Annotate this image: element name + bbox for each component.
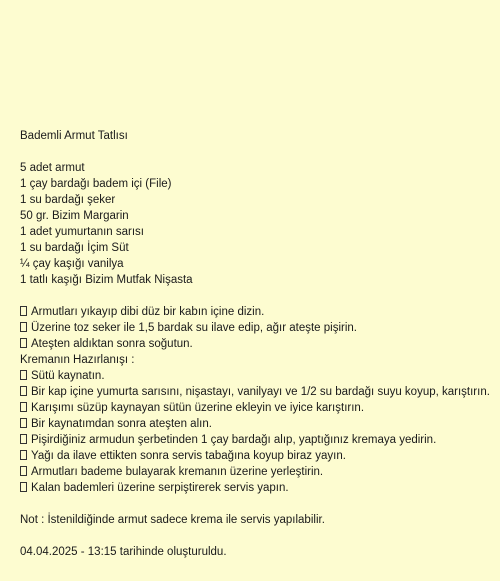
- bullet-icon: [20, 322, 27, 332]
- step-text: Üzerine toz seker ile 1,5 bardak su ilave edip, ağır ateşte pişirin.: [31, 322, 357, 334]
- bullet-icon: [20, 386, 27, 396]
- bullet-icon: [20, 434, 27, 444]
- step-item: [20, 464, 490, 480]
- step-text: Bir kap içine yumurta sarısını, nişastayı, vanilyayı ve 1/2 su bardağı suyu koyup, karıştırın.: [31, 386, 490, 398]
- step-item: [20, 336, 490, 352]
- step-text: Karışımı süzüp kaynayan sütün üzerine ekleyin ve iyice karıştırın.: [31, 402, 365, 414]
- step-text: Kalan bademleri üzerine serpiştirerek servis yapın.: [31, 482, 289, 494]
- step-item: [20, 368, 490, 384]
- bullet-icon: [20, 466, 27, 476]
- bullet-icon: [20, 370, 27, 380]
- ingredient-item: ¼ çay kaşığı vanilya: [20, 258, 124, 270]
- step-item: [20, 448, 490, 464]
- bullet-icon: [20, 482, 27, 492]
- step-item: [20, 320, 490, 336]
- recipe-content: [20, 128, 490, 560]
- step-text: Armutları yıkayıp dibi düz bir kabın içine dizin.: [31, 306, 265, 318]
- ingredients-list: [20, 160, 490, 288]
- recipe-note: Not : İstenildiğinde armut sadece krema ile servis yapılabilir.: [20, 514, 325, 526]
- step-item: [20, 384, 490, 400]
- preparation-steps: [20, 304, 490, 496]
- ingredient-item: 1 su bardağı şeker: [20, 194, 116, 206]
- recipe-title: Bademli Armut Tatlısı: [20, 130, 128, 142]
- step-text: Armutları bademe bulayarak kremanın üzerine yerleştirin.: [31, 466, 324, 478]
- step-item: [20, 432, 490, 448]
- step-text: Ateşten aldıktan sonra soğutun.: [31, 338, 193, 350]
- ingredient-item: 1 su bardağı İçim Süt: [20, 242, 129, 254]
- bullet-icon: [20, 402, 27, 412]
- step-item: [20, 304, 490, 320]
- step-text: Pişirdiğiniz armudun şerbetinden 1 çay bardağı alıp, yaptığınız kremaya yedirin.: [31, 434, 437, 446]
- ingredient-item: 1 adet yumurtanın sarısı: [20, 226, 145, 238]
- ingredient-item: 5 adet armut: [20, 162, 85, 174]
- bullet-icon: [20, 450, 27, 460]
- bullet-icon: [20, 306, 27, 316]
- bullet-icon: [20, 418, 27, 428]
- step-text: Bir kaynatımdan sonra ateşten alın.: [31, 418, 212, 430]
- cream-heading: Kremanın Hazırlanışı :: [20, 354, 135, 366]
- step-item: [20, 400, 490, 416]
- step-text: Sütü kaynatın.: [31, 370, 105, 382]
- ingredient-item: 50 gr. Bizim Margarin: [20, 210, 129, 222]
- ingredient-item: 1 tatlı kaşığı Bizim Mutfak Nişasta: [20, 274, 193, 286]
- ingredient-item: 1 çay bardağı badem içi (File): [20, 178, 172, 190]
- bullet-icon: [20, 338, 27, 348]
- step-text: Yağı da ilave ettikten sonra servis tabağına koyup biraz yayın.: [31, 450, 346, 462]
- created-timestamp: 04.04.2025 - 13:15 tarihinde oluşturuldu.: [20, 546, 227, 558]
- step-item: [20, 416, 490, 432]
- step-item: [20, 480, 490, 496]
